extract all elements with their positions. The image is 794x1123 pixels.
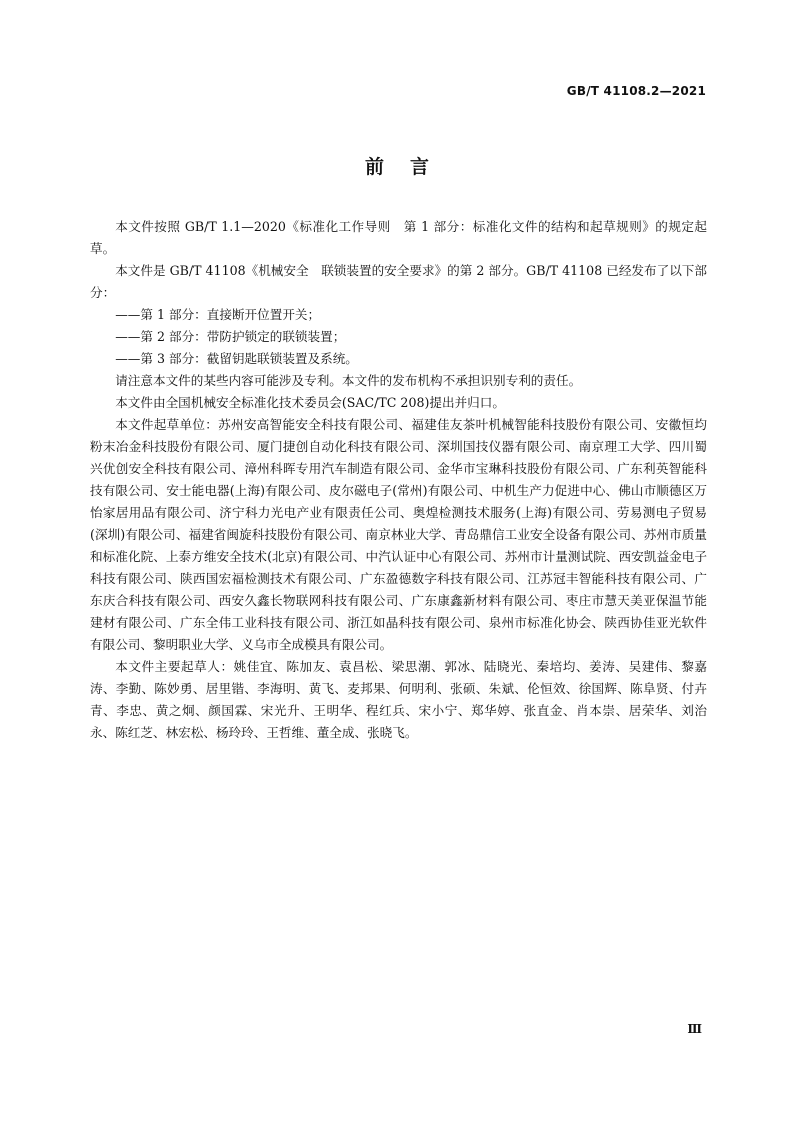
- page-title: 前言: [364, 156, 455, 178]
- standard-code: GB/T 41108.2—2021: [566, 84, 706, 98]
- page-number: Ⅲ: [687, 1022, 702, 1036]
- paragraph-patent-notice: 请注意本文件的某些内容可能涉及专利。本文件的发布机构不承担识别专利的责任。: [115, 373, 582, 388]
- list-item: ——第 1 部分：直接断开位置开关；: [115, 307, 321, 322]
- list-item: ——第 3 部分：截留钥匙联锁装置及系统。: [115, 351, 358, 366]
- paragraph-proposer: 本文件由全国机械安全标准化技术委员会(SAC/TC 208)提出并归口。: [115, 395, 505, 410]
- list-item: ——第 2 部分：带防护锁定的联锁装置；: [115, 329, 346, 344]
- paragraph-drafters: 本文件主要起草人：姚佳宜、陈加友、袁昌松、梁思潮、郭冰、陆晓光、秦培均、姜涛、吴建伟、黎嘉涛、李勤、陈妙勇、居里锴、李海明、黄飞、麦邦果、何明利、张硕、朱斌、伦恒效、徐国辉、陈阜贤、付卉青、李忠、黄之炯、颜国霖、宋光升、王明华、程红兵、宋小宁、郑华婷、张直金、肖本崇、居荣华、刘治永、陈红芝、林宏松、杨玲玲、王哲维、董全成、张晓飞。: [90, 659, 707, 740]
- paragraph-drafting-units: 本文件起草单位：苏州安高智能安全科技有限公司、福建佳友茶叶机械智能科技股份有限公司、安徽恒均粉末冶金科技股份有限公司、厦门捷创自动化科技有限公司、深圳国技仪器有限公司、南京理工大学、四川蜀兴优创安全科技有限公司、漳州科晖专用汽车制造有限公司、金华市宝琳科技股份有限公司、广东利英智能科技有限公司、安士能电器(上海)有限公司、皮尔磁电子(常州)有限公司、中机生产力促进中心、佛山市顺德区万怡家居用品有限公司、济宁科力光电产业有限责任公司、奥煌检测技术服务(上海)有限公司、劳易测电子贸易(深圳)有限公司、福建省闽旋科技股份有限公司、南京林业大学、青岛鼎信工业安全设备有限公司、苏州市质量和标准化院、上泰方维安全技术(北京)有限公司、中汽认证中心有限公司、苏州市计量测试院、西安凯益金电子科技有限公司、陕西国宏福检测技术有限公司、广东盈德数字科技有限公司、江苏冠丰智能科技有限公司、广东庆合科技有限公司、西安久鑫长物联网科技有限公司、广东康鑫新材料有限公司、枣庄市慧天美亚保温节能建材有限公司、广东全伟工业科技有限公司、浙江如晶科技有限公司、泉州市标准化协会、陕西协佳亚光软件有限公司、黎明职业大学、义乌市全成模具有限公司。: [90, 417, 707, 652]
- paragraph-series-intro: 本文件是 GB/T 41108《机械安全 联锁装置的安全要求》的第 2 部分。GB/T 41108 已经发布了以下部分：: [90, 263, 707, 300]
- paragraph-drafting-rules: 本文件按照 GB/T 1.1—2020《标准化工作导则 第 1 部分：标准化文件的结构和起草规则》的规定起草。: [90, 219, 707, 256]
- foreword-body: [90, 216, 707, 744]
